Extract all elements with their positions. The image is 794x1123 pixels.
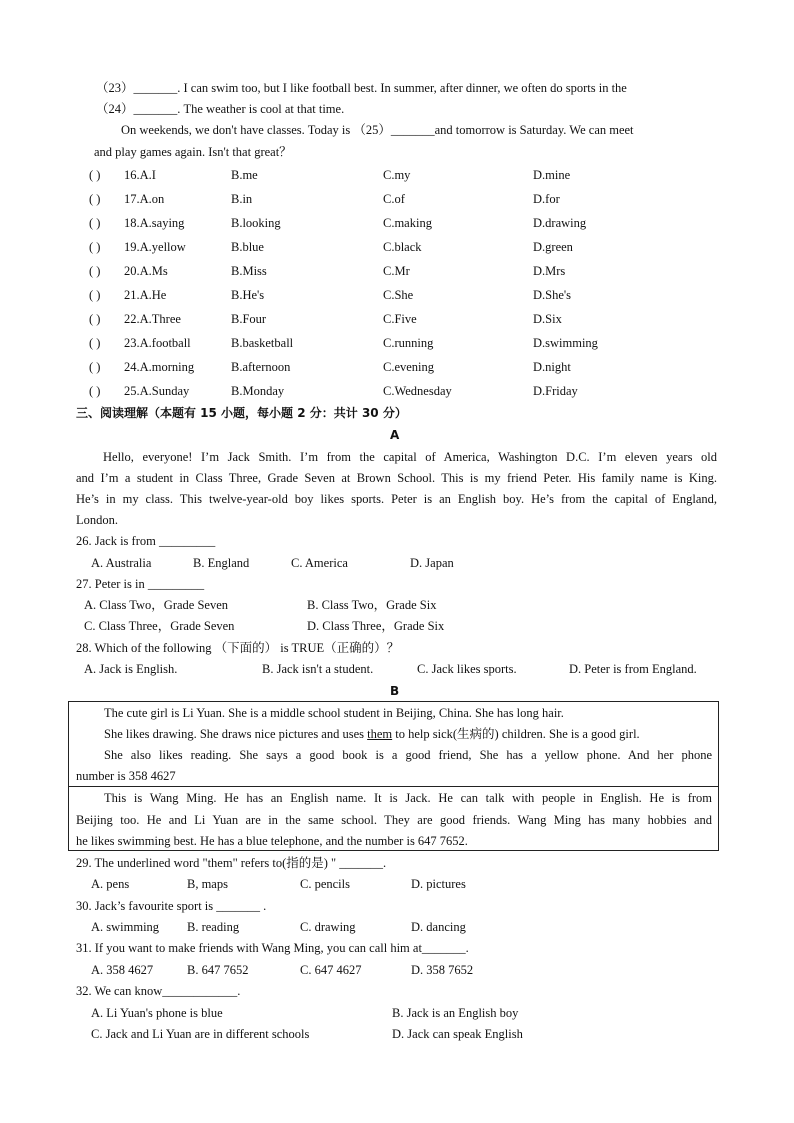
option: A. pens <box>91 877 130 891</box>
passage-a-line: He’s in my class. This twelve-year-old boy likes sports. Peter is an English boy. He’s from the capital of England, <box>76 492 717 506</box>
answer-blank: ( ) <box>89 312 101 326</box>
cloze-option: B.blue <box>231 240 264 254</box>
option: C. Jack and Li Yuan are in different schools <box>91 1027 310 1041</box>
option: C. drawing <box>300 920 356 934</box>
option: A. Jack is English. <box>84 662 178 676</box>
cloze-option: D.mine <box>533 168 571 182</box>
cloze-option: C.She <box>383 288 414 302</box>
option: A. Australia <box>91 556 152 570</box>
cloze-option: C.running <box>383 336 434 350</box>
option: B, maps <box>187 877 228 891</box>
option: D. dancing <box>411 920 466 934</box>
cloze-option: D.Mrs <box>533 264 566 278</box>
passage-b-line: he likes swimming best. He has a blue telephone, and the number is 647 7652. <box>76 834 468 848</box>
passage-line: （23）_______. I can swim too, but I like football best. In summer, after dinner, we often do sports in the <box>96 81 627 95</box>
option: D. Class Three，Grade Six <box>307 619 445 633</box>
option: D. 358 7652 <box>411 963 474 977</box>
cloze-option: C.evening <box>383 360 435 374</box>
answer-blank: ( ) <box>89 336 101 350</box>
part-a-label: A <box>390 428 400 442</box>
cloze-option: 18.A.saying <box>124 216 185 230</box>
answer-blank: ( ) <box>89 264 101 278</box>
passage-b-line: Beijing too. He and Li Yuan are in the same school. They are good friends. Wang Ming has many hobbies and <box>76 813 712 827</box>
option: D. Japan <box>410 556 454 570</box>
cloze-option: 21.A.He <box>124 288 167 302</box>
option: A. Li Yuan's phone is blue <box>91 1006 223 1020</box>
cloze-option: 17.A.on <box>124 192 165 206</box>
cloze-option: 24.A.morning <box>124 360 195 374</box>
passage-a-line: London. <box>76 513 119 527</box>
option: C. pencils <box>300 877 350 891</box>
option: B. England <box>193 556 250 570</box>
passage-line: （24）_______. The weather is cool at that time. <box>96 102 345 116</box>
passage-line: On weekends, we don't have classes. Today is （25）_______and tomorrow is Saturday. We can meet <box>121 123 634 137</box>
cloze-option: B.afternoon <box>231 360 291 374</box>
answer-blank: ( ) <box>89 240 101 254</box>
answer-blank: ( ) <box>89 384 101 398</box>
cloze-option: B.Miss <box>231 264 267 278</box>
cloze-option: 22.A.Three <box>124 312 181 326</box>
passage-a-line: Hello, everyone! I’m Jack Smith. I’m from the capital of America, Washington D.C. I’m eleven years old <box>103 450 717 464</box>
cloze-option: C.black <box>383 240 422 254</box>
option: B. Class Two，Grade Six <box>307 598 437 612</box>
cloze-option: C.Mr <box>383 264 410 278</box>
cloze-option: 16.A.I <box>124 168 156 182</box>
question-stem: 31. If you want to make friends with Wang Ming, you can call him at_______. <box>76 941 469 955</box>
cloze-option: C.making <box>383 216 432 230</box>
question-stem: 29. The underlined word "them" refers to(指的是) " _______. <box>76 856 387 870</box>
cloze-option: C.Wednesday <box>383 384 452 398</box>
option: D. Jack can speak English <box>392 1027 523 1041</box>
answer-blank: ( ) <box>89 360 101 374</box>
passage-a-line: and I’m a student in Class Three, Grade Seven at Brown School. This is my friend Peter. His family name is King. <box>76 471 717 485</box>
underlined-word: them <box>367 727 393 741</box>
option: B. 647 7652 <box>187 963 249 977</box>
answer-blank: ( ) <box>89 192 101 206</box>
question-stem: 28. Which of the following （下面的） is TRUE（正确的）？ <box>76 641 400 655</box>
box-divider <box>68 786 719 787</box>
question-stem: 32. We can know____________. <box>76 984 241 998</box>
passage-line: and play games again. Isn't that great？ <box>94 145 292 159</box>
option: A. 358 4627 <box>91 963 154 977</box>
question-stem: 30. Jack’s favourite sport is _______ . <box>76 899 267 913</box>
option: A. swimming <box>91 920 160 934</box>
cloze-option: 19.A.yellow <box>124 240 186 254</box>
option: B. Jack is an English boy <box>392 1006 519 1020</box>
cloze-option: C.Five <box>383 312 417 326</box>
cloze-option: C.of <box>383 192 405 206</box>
cloze-option: B.looking <box>231 216 281 230</box>
option: C. America <box>291 556 348 570</box>
cloze-option: 20.A.Ms <box>124 264 168 278</box>
cloze-option: B.Four <box>231 312 267 326</box>
cloze-option: B.He's <box>231 288 265 302</box>
cloze-option: D.drawing <box>533 216 587 230</box>
option: C. Jack likes sports. <box>417 662 517 676</box>
passage-b-line: She also likes reading. She says a good book is a good friend, She has a yellow phone. And her phone <box>104 748 712 762</box>
part-b-label: B <box>390 684 400 698</box>
option: B. Jack isn't a student. <box>262 662 374 676</box>
cloze-option: D.She's <box>533 288 572 302</box>
cloze-option: D.night <box>533 360 571 374</box>
option: C. 647 4627 <box>300 963 362 977</box>
option: A. Class Two，Grade Seven <box>84 598 229 612</box>
passage-b-line: number is 358 4627 <box>76 769 176 783</box>
option: C. Class Three，Grade Seven <box>84 619 235 633</box>
cloze-option: D.Friday <box>533 384 578 398</box>
passage-b-line: This is Wang Ming. He has an English name. It is Jack. He can talk with people in English. He is from <box>104 791 712 805</box>
cloze-option: 25.A.Sunday <box>124 384 190 398</box>
section-heading: 三、阅读理解（本题有 15 小题，每小题 2 分：共计 30 分） <box>76 406 407 420</box>
cloze-option: D.swimming <box>533 336 598 350</box>
question-stem: 26. Jack is from _________ <box>76 534 216 548</box>
cloze-option: B.Monday <box>231 384 285 398</box>
cloze-option: B.me <box>231 168 258 182</box>
option: D. pictures <box>411 877 466 891</box>
passage-b-line: She likes drawing. She draws nice pictures and uses them to help sick(生病的) children. She is a good girl. <box>104 727 640 741</box>
cloze-option: B.basketball <box>231 336 294 350</box>
cloze-option: D.for <box>533 192 560 206</box>
question-stem: 27. Peter is in _________ <box>76 577 205 591</box>
answer-blank: ( ) <box>89 168 101 182</box>
cloze-option: D.green <box>533 240 573 254</box>
passage-b-line: The cute girl is Li Yuan. She is a middle school student in Beijing, China. She has long hair. <box>104 706 564 720</box>
option: D. Peter is from England. <box>569 662 697 676</box>
option: B. reading <box>187 920 240 934</box>
answer-blank: ( ) <box>89 288 101 302</box>
cloze-option: 23.A.football <box>124 336 191 350</box>
answer-blank: ( ) <box>89 216 101 230</box>
cloze-option: B.in <box>231 192 253 206</box>
cloze-option: C.my <box>383 168 411 182</box>
cloze-option: D.Six <box>533 312 562 326</box>
